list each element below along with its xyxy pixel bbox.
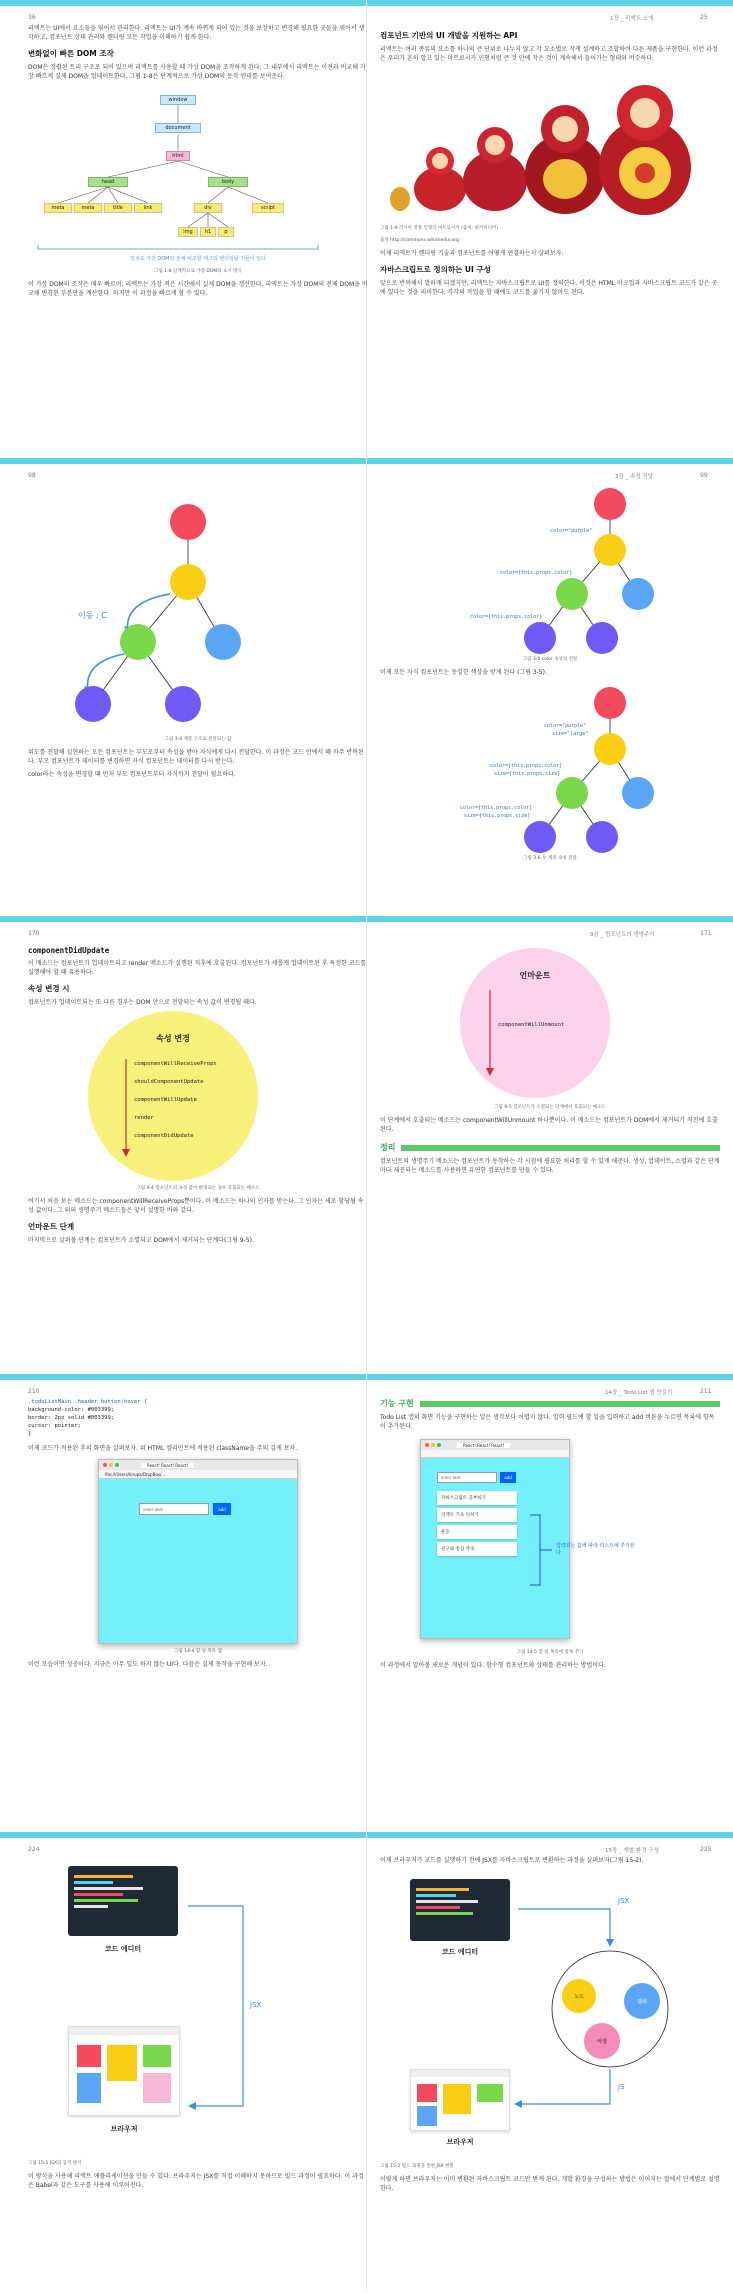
webpack-tool xyxy=(624,1983,660,2019)
prop-label: color="purple" xyxy=(550,528,593,534)
component-node xyxy=(586,622,618,654)
add-button[interactable]: add xyxy=(500,1472,516,1483)
tree-node-meta: meta xyxy=(74,203,102,213)
prop-label: size="large" xyxy=(552,731,589,737)
paragraph: 이 과정에서 알아볼 새로운 개념이 있다. 함수형 컴포넌트와 상태를 관리하는 방법이다. xyxy=(380,1662,606,1669)
tree-node-h1: h1 xyxy=(200,227,216,237)
component-node xyxy=(586,821,618,853)
arrow-label: 이동 : C xyxy=(78,611,107,620)
prop-label: color={this.props.color} xyxy=(460,805,533,811)
block xyxy=(417,2106,437,2126)
tree-node-html: html xyxy=(166,151,190,161)
browser-mockup xyxy=(98,1459,298,1644)
running-head: 14장 _ Todo List 앱 만들기 xyxy=(605,1390,673,1396)
page-number: 36 xyxy=(28,14,36,21)
tree-node-head: head xyxy=(88,177,128,187)
browser-urlbar: file:///Users/kirupa/DropBox/... xyxy=(99,1470,297,1479)
block xyxy=(417,2084,437,2102)
paragraph: 이 메소드는 컴포넌트가 업데이트되고 render 메소드가 실행된 직후에 호출된다. 컴포넌트가 새롭게 업데이트된 후 특정한 코드를 실행해야 할 때 유용하다. xyxy=(28,960,367,976)
running-head: 1장 _ 리액트 소개 xyxy=(610,16,654,22)
running-head: 3장 _ 속성 전달 xyxy=(615,474,654,480)
js-label: JS xyxy=(618,2083,625,2091)
todo-item[interactable]: 운동 xyxy=(437,1525,517,1539)
component-node-root xyxy=(594,488,626,520)
block xyxy=(143,2073,171,2103)
figure-source: 출처 http://commons.wikimedia.org xyxy=(380,238,459,243)
figure-caption: 그림 3-6 두 개의 속성 전달 xyxy=(523,856,577,861)
todo-item[interactable]: 친구와 점심 약속 xyxy=(437,1542,517,1556)
jsx-flow-figure xyxy=(28,1856,368,2156)
prop-label: color="purple" xyxy=(544,723,587,729)
browser-titlebar xyxy=(99,1460,297,1470)
diagram-title: 언마운트 xyxy=(519,971,551,980)
page-right xyxy=(380,24,720,444)
section-rule xyxy=(401,1145,720,1151)
component-node xyxy=(556,777,588,809)
paragraph: 이제 코드가 적용된 후의 화면을 살펴보자. 위 HTML 엘리먼트에 적용된 className을 주의 깊게 보자. xyxy=(28,1445,298,1452)
jsx-label: JSX xyxy=(250,2001,262,2009)
figure-caption: 그림 3-4 계층 구조로 전달되는 값 xyxy=(164,737,232,742)
prop-label: color={this.props.color} xyxy=(470,614,543,620)
todo-item[interactable]: 자바스크립트 공부하기 xyxy=(437,1491,517,1505)
component-node xyxy=(622,777,654,809)
paragraph: 앞으로 반복해서 말하게 되겠지만, 리액트는 자바스크립트로 UI를 정의한다. 이것은 HTML 마크업과 자바스크립트 코드가 같은 곳에 있다는 것을 의미한다. 각각의 작업을 할 때에도 코드를 옮기지 않아도 된다. xyxy=(380,280,718,296)
paragraph: 위도를 전달해 실현하는 모든 컴포넌트는 부모로부터 속성을 받아 자식에게 다시 전달한다. 이 과정은 코드 안에서 꽤 자주 반복된다. 부모 컴포넌트가 데이터를 변경하면 자식 컴포넌트는 데이터를 다시 받는다. xyxy=(28,749,364,765)
block xyxy=(443,2084,471,2114)
component-node-root xyxy=(170,504,206,540)
browser-label: 브라우저 xyxy=(110,2125,138,2133)
browser-tab: React! React! React! xyxy=(141,1463,194,1468)
prop-label: color={this.props.color} xyxy=(490,763,563,769)
component-tree-figure xyxy=(28,482,368,732)
todo-form xyxy=(99,1479,297,1515)
code-line: border: 2px solid #003399; xyxy=(28,1415,115,1421)
page-left xyxy=(28,482,368,902)
figure-caption: 그림 14-5 할 일 목록에 항목 추가 xyxy=(516,1650,584,1655)
page-number: 225 xyxy=(700,1846,712,1853)
todo-item[interactable]: 리액트 기초 익히기 xyxy=(437,1508,517,1522)
spread-5 xyxy=(0,1832,733,2293)
code-line: background-color: #003399; xyxy=(28,1407,115,1413)
babel-tool xyxy=(584,2023,620,2059)
paragraph: 이 단계에서 호출되는 메소드는 componentWillUnmount 하나뿐이다. 이 메소드는 컴포넌트가 DOM에서 제거되기 직전에 호출된다. xyxy=(380,1117,718,1133)
editor-label: 코드 에디터 xyxy=(104,1945,142,1953)
running-head: 15장 _ 개발 환경 구성 xyxy=(605,1848,659,1854)
component-node xyxy=(524,622,556,654)
block xyxy=(107,2045,137,2081)
paragraph: 이 가상 DOM의 조작은 매우 빠르며, 리액트는 가장 적은 시간에서 실제 DOM을 갱신한다. 리액트는 가장 DOM의 전체 DOM을 비교해 변경된 부분만을 계산한다. 하지만 이 과정을 빠르게 할 수 있다. xyxy=(28,281,368,297)
tree-node-script: script xyxy=(252,203,284,213)
paragraph: 컴포넌트의 생명주기 메소드는 컴포넌트가 동작하는 각 시점에 필요한 처리를 할 수 있게 해준다. 생성, 업데이트, 소멸과 같은 단계마다 제공되는 메소드를 사용하면 유연한 컴포넌트를 만들 수 있다. xyxy=(380,1158,720,1174)
browser-illustration xyxy=(410,2069,510,2131)
figure-caption: 그림 1-9 러시아 전통 인형인 마트료시카 (출처: 위키미디어) xyxy=(380,226,499,231)
section-rule xyxy=(420,1401,720,1407)
paragraph: 이제 리액트가 렌더링 기술과 컴포넌트를 어떻게 연결하는지 살펴보자. xyxy=(380,250,564,257)
page-number: 25 xyxy=(700,14,708,21)
spread-3 xyxy=(0,916,733,1374)
diagram-title: 속성 변경 xyxy=(156,1034,190,1043)
lifecycle-method: componentWillReceiveProps xyxy=(134,1061,217,1067)
component-node xyxy=(622,578,654,610)
lifecycle-method: componentWillUnmount xyxy=(498,1022,565,1028)
spread-2 xyxy=(0,458,733,916)
tool-label: 바벨 xyxy=(597,2038,607,2045)
figure-caption: 그림 1-8 단계적으로 가장 DOM의 표시 방식 xyxy=(154,269,242,274)
build-flow-figure xyxy=(380,1869,720,2159)
page-number: 170 xyxy=(28,930,40,937)
page-right xyxy=(380,1398,720,1818)
list-bracket xyxy=(380,1435,720,1645)
code-line: } xyxy=(28,1431,32,1437)
block xyxy=(77,2045,101,2067)
section-heading: 변화없이 빠른 DOM 조작 xyxy=(28,49,114,58)
component-node xyxy=(524,821,556,853)
node-tool xyxy=(562,1979,596,2013)
page-right xyxy=(380,482,720,902)
matryoshka-dolls-image xyxy=(380,69,720,219)
todo-figure xyxy=(380,1435,720,1645)
browser-illustration xyxy=(68,2026,180,2116)
figure-note: 일치로 가장 DOM의 전체 비교할 태그의 렌더링할 것들이 있다 xyxy=(130,256,266,262)
unmount-diagram xyxy=(380,940,720,1100)
color-prop-figure xyxy=(380,482,720,652)
browser-bar xyxy=(69,2027,179,2035)
paragraph: 마지막으로 살펴볼 단계는 컴포넌트가 소멸되고 DOM에서 제거되는 단계다(그림 9-5). xyxy=(28,1237,254,1244)
figure-caption: 그림 15-1 JSX의 동작 방식 xyxy=(28,2161,82,2166)
tree-node-img: img xyxy=(178,227,198,237)
paragraph: color라는 속성을 변경할 때 먼저 부모 컴포넌트부터 자식까지 전달이 필요하다. xyxy=(28,771,236,778)
maximize-icon xyxy=(115,1463,119,1467)
page-left xyxy=(28,1856,368,2276)
tree-node-meta: meta xyxy=(44,203,72,213)
add-button[interactable]: add xyxy=(213,1503,231,1515)
component-node xyxy=(165,686,201,722)
code-block xyxy=(28,1398,368,1438)
block xyxy=(477,2084,503,2102)
component-node xyxy=(120,624,156,660)
lifecycle-method: componentDidUpdate xyxy=(134,1133,194,1139)
block xyxy=(143,2045,171,2067)
paragraph: 여기서 처음 보는 메소드는 componentWillReceiveProps뿐이다. 이 메소드는 하나의 인자를 받는다. 그 인자는 새로 할당될 속성 값이다. 그 외의 생명주기 메소드들은 앞서 설명한 바와 같다. xyxy=(28,1198,364,1214)
spread-4 xyxy=(0,1374,733,1832)
tree-node-document: document xyxy=(155,123,201,133)
lifecycle-arrow xyxy=(380,940,720,1100)
prop-label: color={this.props.color} xyxy=(500,570,573,576)
tree-node-body: body xyxy=(208,177,248,187)
page-left xyxy=(28,940,368,1360)
section-title: 정리 xyxy=(380,1143,396,1152)
page-number: 98 xyxy=(28,472,36,479)
paragraph: 이제 브라우저가 코드를 실행하기 전에 JSX를 자바스크립트로 변환하는 과정을 살펴보자(그림 15-2). xyxy=(380,1857,644,1864)
page-number: 99 xyxy=(700,472,708,479)
lifecycle-method: render xyxy=(134,1115,154,1121)
component-node xyxy=(205,624,241,660)
paragraph: DOM은 정렬된 트리 구조로 되어 있으며 리액트를 사용할 때 가상 DOM을 조작하게 된다. 그 내부에서 리액트는 이전과 비교해 가장 빠르게 실제 DOM을 업데이트한다. 그림 1-8은 단계적으로 가상 DOM의 동작 원리를 보여준다. xyxy=(28,64,366,80)
section-heading: 컴포넌트 기반의 UI 개발을 지원하는 API xyxy=(380,31,518,40)
annotation-text: 입력되는 값에 따라 리스트에 추가된다 xyxy=(556,1543,635,1556)
figure-caption: 그림 14-4 할 일 목록 앱 xyxy=(174,1649,222,1654)
tree-node-link: link xyxy=(134,203,162,213)
subsection-heading: 속성 변경 시 xyxy=(28,984,70,993)
tree-node-title: title xyxy=(104,203,132,213)
dom-tree-figure xyxy=(28,85,368,255)
method-heading: componentDidUpdate xyxy=(28,946,110,955)
section-bar xyxy=(380,1142,720,1153)
figure-caption: 그림 9-5 컴포넌트가 소멸되는 단계에서 호출되는 메소드 xyxy=(494,1105,606,1110)
paragraph: 이 방식을 사용해 리액트 애플리케이션을 만들 수 있다. 브라우저는 JSX를 직접 이해하지 못하므로 빌드 과정이 필요하다. 이 과정은 Babel과 같은 도구를 사용해 이루어진다. xyxy=(28,2173,364,2189)
color-size-prop-figure xyxy=(380,681,720,851)
paragraph: Todo List 앱의 화면 기능을 구현하는 일은 생각보다 어렵지 않다. 입력 필드에 할 일을 입력하고 add 버튼을 누르면 목록에 항목이 추가된다. xyxy=(380,1414,715,1430)
paragraph: 컴포넌트가 업데이트되는 또 다른 경우는 DOM 안으로 전달되는 속성 값이 변경될 때다. xyxy=(28,999,257,1006)
page-number: 211 xyxy=(700,1388,712,1395)
figure-caption: 그림 9-4 컴포넌트의 속성 값이 변경되는 경우 호출되는 메소드 xyxy=(136,1186,260,1191)
block xyxy=(77,2073,101,2103)
component-node xyxy=(170,564,206,600)
code-line: .todoListMain .header button:hover { xyxy=(28,1399,148,1405)
browser-bar xyxy=(411,2070,509,2077)
jsx-label: JSX xyxy=(618,1897,630,1905)
running-head: 9장 _ 컴포넌트의 생명주기 xyxy=(590,932,655,938)
section-title: 기능 구현 xyxy=(380,1399,414,1408)
section-heading: 자바스크립트로 정의하는 UI 구성 xyxy=(380,265,491,274)
tree-node-window: window xyxy=(160,95,196,105)
minimize-icon xyxy=(109,1463,113,1467)
matryoshka-photo xyxy=(380,69,720,219)
page-right xyxy=(380,1856,720,2276)
browser-label: 브라우저 xyxy=(446,2138,474,2146)
page-number: 224 xyxy=(28,1846,40,1853)
close-icon xyxy=(103,1463,107,1467)
paragraph: 이제 모든 자식 컴포넌트는 동일한 색상을 받게 된다 (그림 3-5). xyxy=(380,669,547,676)
section-bar xyxy=(380,1398,720,1409)
component-node xyxy=(594,534,626,566)
page-number: 210 xyxy=(28,1388,40,1395)
lifecycle-method: componentWillUpdate xyxy=(134,1097,197,1103)
browser-tab: React! React! React! xyxy=(457,1443,510,1448)
page-number: 171 xyxy=(700,930,712,937)
page-right xyxy=(380,940,720,1360)
paragraph: 이렇게 하면 브라우저는 이미 변환된 자바스크립트 코드만 받게 된다. 개발 환경을 구성하는 방법은 이어지는 절에서 단계별로 설명한다. xyxy=(380,2176,720,2192)
subsection-heading: 언마운트 단계 xyxy=(28,1222,75,1231)
code-line: cursor: pointer; xyxy=(28,1423,81,1429)
component-node xyxy=(556,578,588,610)
page-left xyxy=(28,1398,368,1818)
prop-label: size={this.props.size} xyxy=(494,771,561,777)
paragraph: 리액트는 UI에서 요소들을 엮어서 관리한다. 리액트는 UI가 계속 바뀌게 되어 있는 것을 보장하고 변경해 필요한 곳들을 엮어서 생각하고, 컴포넌트 상태 관리와 렌더링 모든 작업을 이해하기 쉽게 한다. xyxy=(28,25,365,41)
tree-node-p: p xyxy=(218,227,234,237)
tool-label: 노드 xyxy=(574,1993,584,2000)
spread-1 xyxy=(0,0,733,458)
tool-label: 웹팩 xyxy=(637,1998,647,2005)
figure-caption: 그림 3-5 color 속성의 전달 xyxy=(522,657,578,662)
component-node xyxy=(594,733,626,765)
figure-caption: 그림 15-2 빌드 과정을 통한 JSX 변환 xyxy=(380,2164,454,2169)
component-node xyxy=(75,686,111,722)
component-node-root xyxy=(594,687,626,719)
tree-node-div: div xyxy=(194,203,222,213)
paragraph: 리액트는 여러 종류의 요소를 하나의 큰 단위로 나누지 않고 각 요소별로 작게 설계하고 조합하여 다른 제품을 구현한다. 이런 과정은 우리가 흔히 알고 있는 마트료시카 인형처럼 큰 것 안에 작은 것이 계속해서 들어가는 형태와 비슷하다. xyxy=(380,46,718,62)
prop-label: size={this.props.size} xyxy=(464,813,531,819)
paragraph: 이런 모습이면 성공이다. 지금은 아무 일도 하지 않는 UI다. 다음은 실제 동작을 구현해 보자. xyxy=(28,1661,268,1668)
todo-input[interactable] xyxy=(139,1503,209,1515)
page-left xyxy=(28,24,368,444)
props-change-diagram xyxy=(28,1011,368,1181)
editor-label: 코드 에디터 xyxy=(441,1948,479,1956)
lifecycle-method: shouldComponentUpdate xyxy=(134,1079,204,1085)
